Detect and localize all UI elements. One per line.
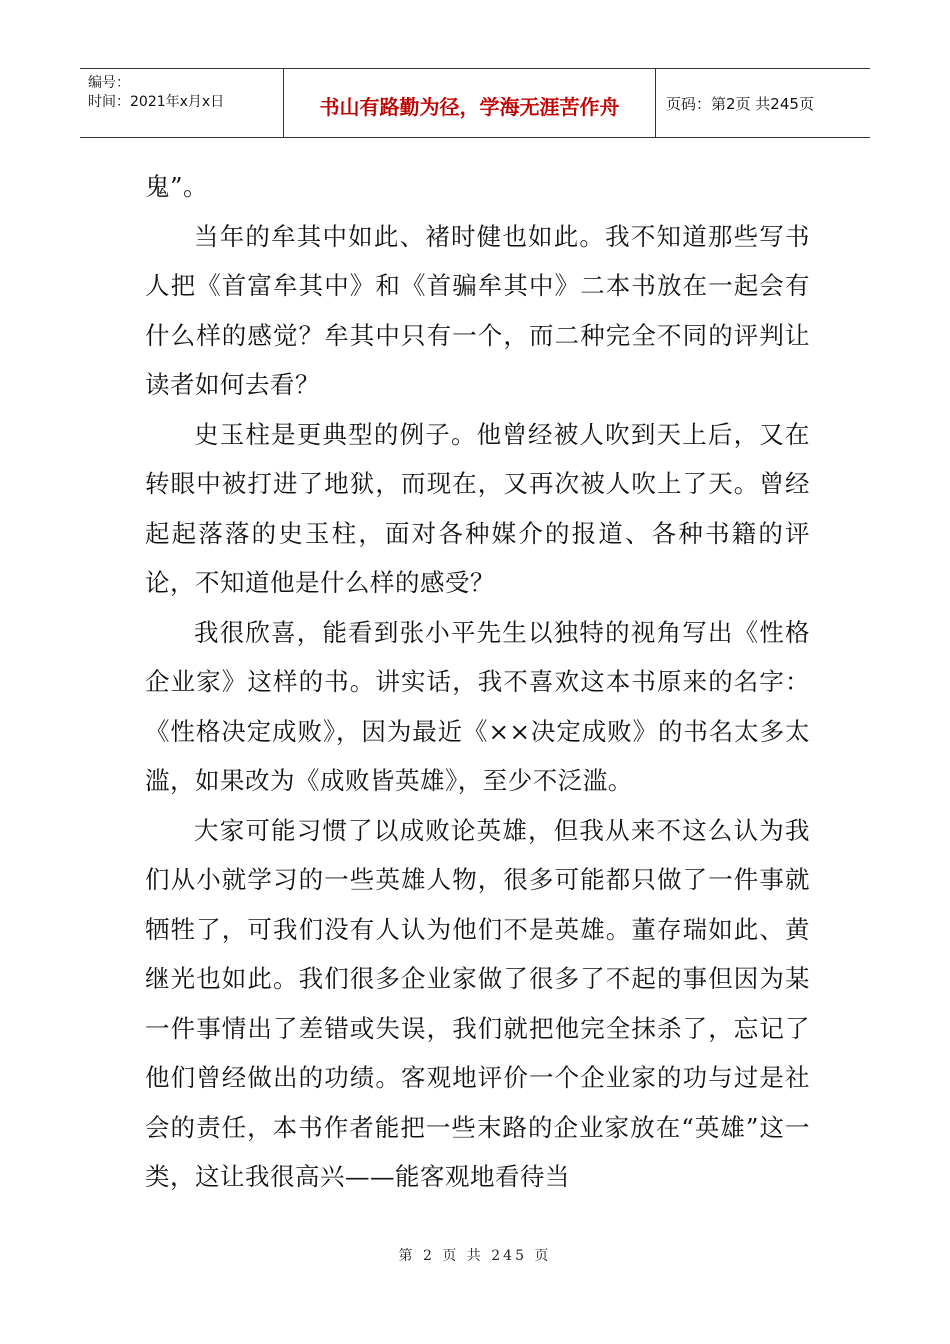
paragraph: 当年的牟其中如此、褚时健也如此。我不知道那些写书人把《首富牟其中》和《首骗牟其中》二本书放在一起会有什么样的感觉？牟其中只有一个，而二种完全不同的评判让读者如何去看？ xyxy=(145,221,810,399)
header-middle-cell xyxy=(284,69,656,137)
page-footer: 第 2 页 共 245 页 xyxy=(398,1248,552,1264)
header-right-cell xyxy=(656,69,870,137)
header-page-code: 页码：第2页 共245页 xyxy=(666,95,814,113)
page-header xyxy=(80,68,870,138)
header-left-cell xyxy=(80,69,284,137)
date-label: 时间：2021年x月x日 xyxy=(88,94,225,110)
header-motto: 书山有路勤为径，学海无涯苦作舟 xyxy=(319,95,620,119)
document-body xyxy=(145,162,810,1202)
paragraph: 史玉柱是更典型的例子。他曾经被人吹到天上后，又在转眼中被打进了地狱，而现在，又再次被人吹上了天。曾经起起落落的史玉柱，面对各种媒介的报道、各种书籍的评论，不知道他是什么样的感受？ xyxy=(145,419,810,597)
serial-number-label: 编号： xyxy=(88,75,130,91)
paragraph: 我很欣喜，能看到张小平先生以独特的视角写出《性格企业家》这样的书。讲实话，我不喜欢这本书原来的名字：《性格决定成败》，因为最近《××决定成败》的书名太多太滥，如果改为《成败皆英雄》，至少不泛滥。 xyxy=(145,617,810,795)
paragraph: 鬼”。 xyxy=(145,172,209,201)
paragraph: 大家可能习惯了以成败论英雄，但我从来不这么认为我们从小就学习的一些英雄人物，很多可能都只做了一件事就牺牲了，可我们没有人认为他们不是英雄。董存瑞如此、黄继光也如此。我们很多企业家做了很多了不起的事但因为某一件事情出了差错或失误，我们就把他完全抹杀了，忘记了他们曾经做出的功绩。客观地评价一个企业家的功与过是社会的责任，本书作者能把一些末路的企业家放在“英雄”这一类，这让我很高兴——能客观地看待当 xyxy=(145,815,810,1191)
